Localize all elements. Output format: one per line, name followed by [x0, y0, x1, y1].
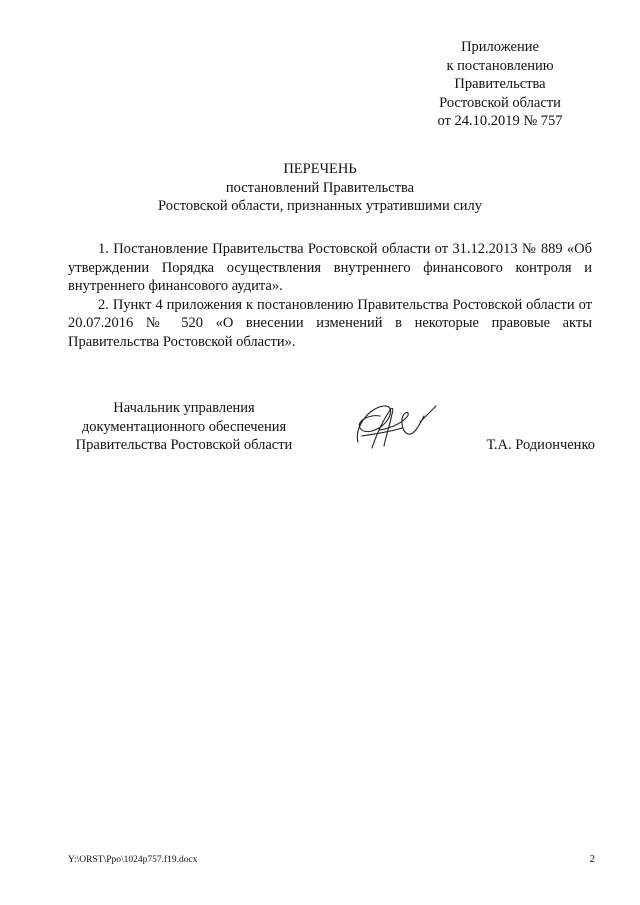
appendix-header — [400, 38, 600, 131]
list-item: 1. Постановление Правительства Ростовской области от 31.12.2013 № 889 «Об утверждении Порядка осуществления внутреннего финансового контроля и внутреннего финансового аудита». — [68, 241, 592, 294]
title-line: Ростовской области, признанных утратившими силу — [157, 198, 483, 214]
document-title — [0, 160, 640, 216]
list-item: 2. Пункт 4 приложения к постановлению Правительства Ростовской области от 20.07.2016 № 520 «О внесении изменений в некоторые правовые акты Правительства Ростовской области». — [68, 296, 592, 350]
appendix-date-number: от 24.10.2019 № 757 — [437, 113, 563, 129]
appendix-line: Правительства — [454, 76, 546, 92]
title-line: постановлений Правительства — [225, 179, 415, 196]
position-line: Начальник управления — [113, 400, 255, 416]
signatory-position — [64, 399, 304, 455]
title-heading: ПЕРЕЧЕНЬ — [283, 161, 357, 177]
repealed-acts-list — [68, 240, 592, 351]
page-number: 2 — [589, 853, 595, 865]
appendix-line: к постановлению — [446, 57, 554, 74]
position-line: Правительства Ростовской области — [75, 437, 293, 453]
handwritten-signature — [350, 398, 440, 454]
position-line: документационного обеспечения — [81, 418, 287, 435]
signatory-name: Т.А. Родионченко — [486, 437, 595, 453]
appendix-line: Приложение — [461, 39, 539, 55]
appendix-line: Ростовской области — [439, 94, 561, 111]
footer-file-path: Y:\ORST\Ppo\1024p757.f19.docx — [68, 855, 198, 865]
